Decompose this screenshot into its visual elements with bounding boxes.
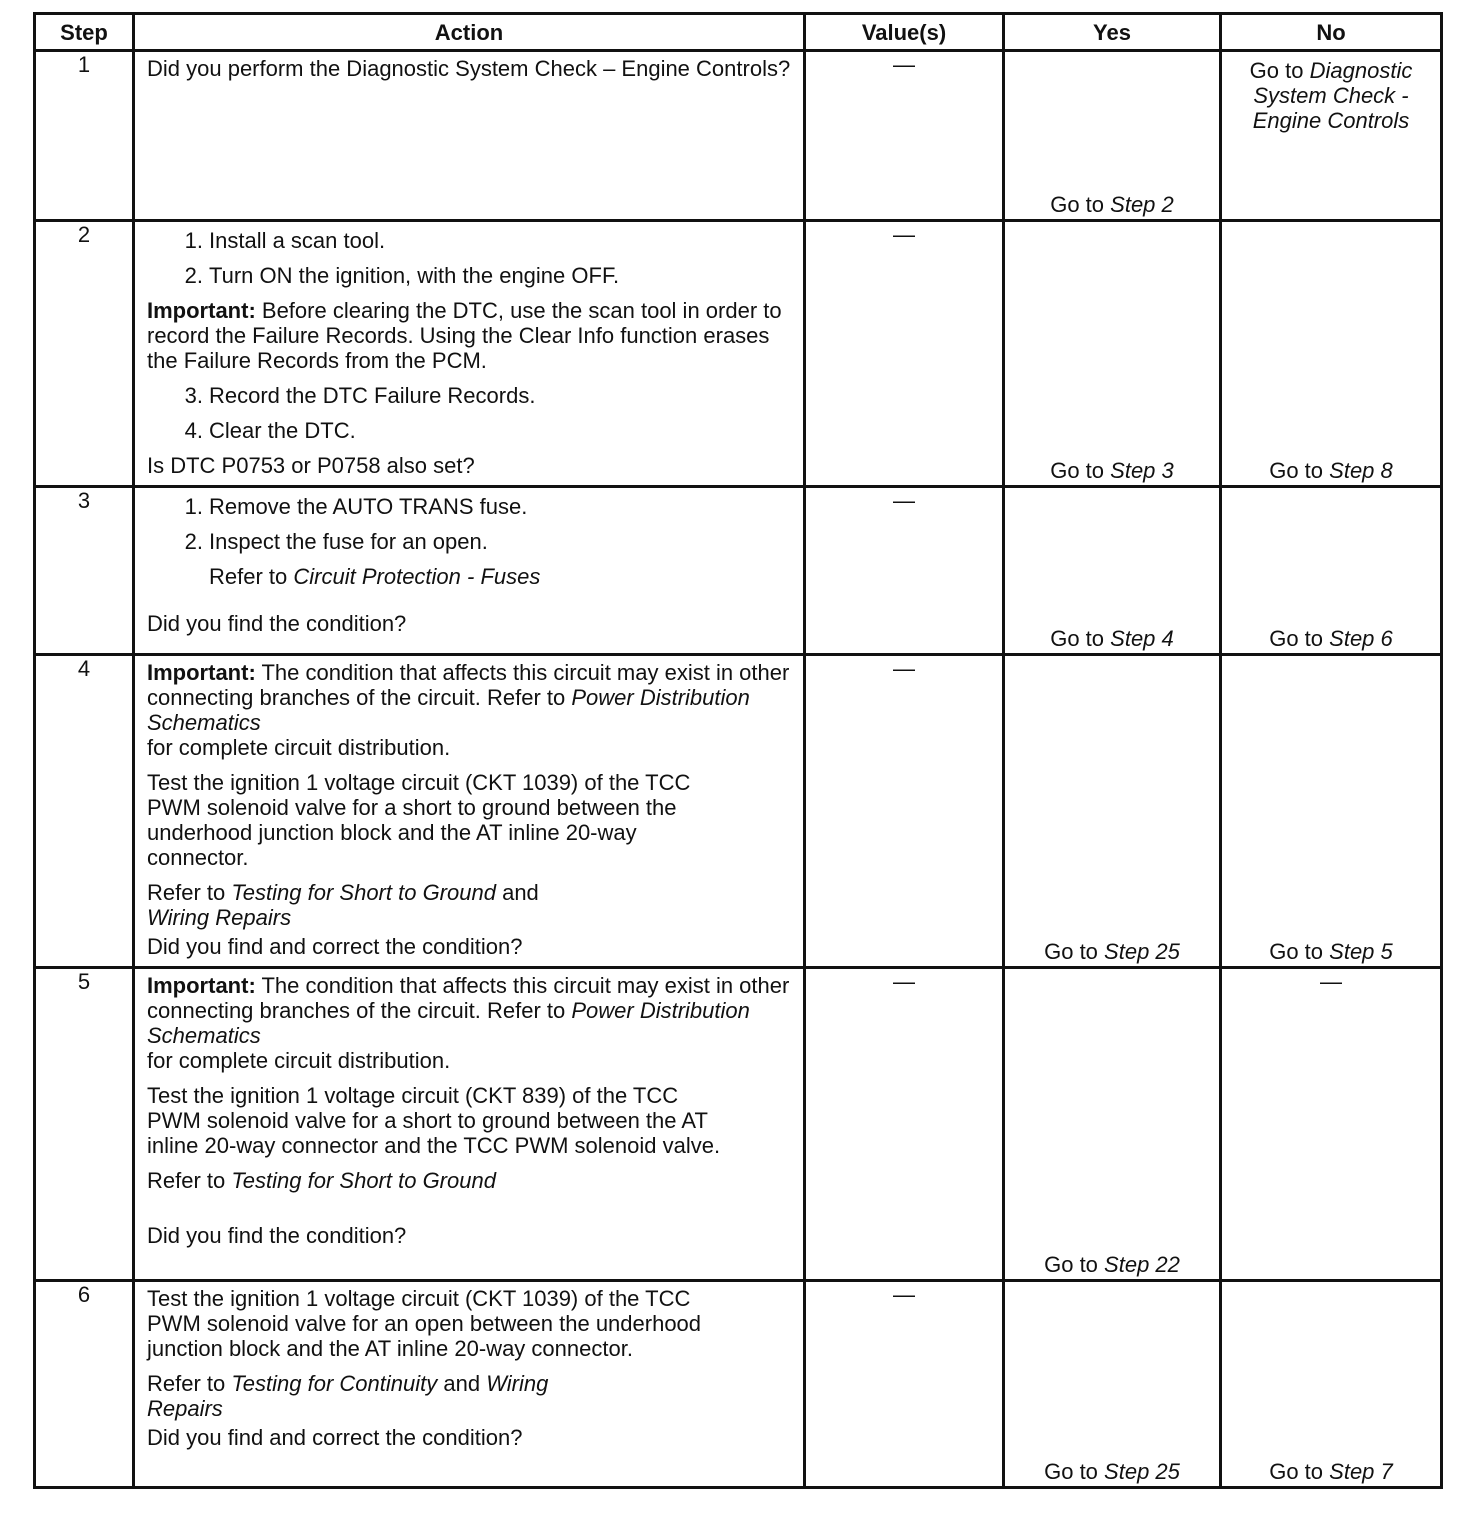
refer-link[interactable]: Wiring Repairs <box>147 1371 549 1421</box>
yes-prefix: Go to <box>1050 458 1105 483</box>
yes-link[interactable]: Step 3 <box>1110 458 1174 483</box>
action-question: Did you find the condition? <box>147 1223 407 1248</box>
action-question: Did you find and correct the condition? <box>147 1425 523 1450</box>
action-question: Did you find and correct the condition? <box>147 934 523 959</box>
no-prefix: Go to <box>1269 626 1324 651</box>
yes-cell <box>1004 221 1221 487</box>
value-cell: — <box>805 487 1004 655</box>
action-list-item: 1. Install a scan tool. <box>184 228 386 253</box>
no-link[interactable]: Step 8 <box>1329 458 1393 483</box>
value-cell: — <box>805 221 1004 487</box>
action-list-item: 1. Remove the AUTO TRANS fuse. <box>184 494 528 519</box>
refer-link[interactable]: Testing for Short to Ground <box>231 1168 496 1193</box>
action-cell <box>134 655 805 968</box>
step-number: 1 <box>35 51 134 221</box>
test-instruction: Test the ignition 1 voltage circuit (CKT 839) of the TCC PWM solenoid valve for a short to ground between the AT inline 20-way connector and the TCC PWM solenoid valve. <box>147 1083 721 1158</box>
table-row <box>35 221 1442 487</box>
refer-link[interactable]: Circuit Protection - Fuses <box>293 564 541 589</box>
step-number: 4 <box>35 655 134 968</box>
no-cell <box>1221 221 1442 487</box>
action-question: Is DTC P0753 or P0758 also set? <box>147 453 475 478</box>
test-instruction: Test the ignition 1 voltage circuit (CKT 1039) of the TCC PWM solenoid valve for an open between the underhood junction block and the AT inline 20-way connector. <box>147 1286 702 1361</box>
table-row <box>35 968 1442 1281</box>
refer-note: Refer to Testing for Short to Ground <box>147 1168 496 1193</box>
refer-link[interactable]: Testing for Short to Ground <box>231 880 496 905</box>
important-note: Important: The condition that affects this circuit may exist in other connecting branches of the circuit. Refer to Power Distribution Schematics for complete circuit distribution. <box>147 973 790 1073</box>
step-number: 2 <box>35 221 134 487</box>
step-number: 5 <box>35 968 134 1281</box>
yes-link[interactable]: Step 2 <box>1110 192 1174 217</box>
refer-note: Refer to Circuit Protection - Fuses <box>209 564 541 589</box>
table-row <box>35 487 1442 655</box>
value-cell: — <box>805 1281 1004 1488</box>
refer-note: Refer to Testing for Short to Ground and Wiring Repairs <box>147 880 539 930</box>
diagnostic-table <box>33 12 1443 1489</box>
no-cell: — <box>1221 968 1442 1281</box>
refer-link[interactable]: Wiring Repairs <box>147 905 292 930</box>
no-cell <box>1221 51 1442 221</box>
yes-cell <box>1004 968 1221 1281</box>
yes-link[interactable]: Step 25 <box>1104 939 1180 964</box>
yes-prefix: Go to <box>1044 939 1098 964</box>
action-list-item: 2. Inspect the fuse for an open. <box>184 529 488 554</box>
value-cell: — <box>805 655 1004 968</box>
action-cell <box>134 1281 805 1488</box>
action-list-item: 3. Record the DTC Failure Records. <box>184 383 536 408</box>
yes-prefix: Go to <box>1044 1459 1098 1484</box>
header-row <box>35 14 1442 51</box>
header-action: Action <box>134 14 805 51</box>
step-number: 6 <box>35 1281 134 1488</box>
yes-cell <box>1004 1281 1221 1488</box>
table-row <box>35 51 1442 221</box>
header-no: No <box>1221 14 1442 51</box>
important-note: Important: Before clearing the DTC, use the scan tool in order to record the Failure Records. Using the Clear Info function erases the Failure Records from the PCM. <box>147 298 782 373</box>
yes-cell <box>1004 487 1221 655</box>
no-cell <box>1221 1281 1442 1488</box>
important-note: Important: The condition that affects this circuit may exist in other connecting branches of the circuit. Refer to Power Distribution Schematics for complete circuit distribution. <box>147 660 790 760</box>
action-question: Did you perform the Diagnostic System Check – Engine Controls? <box>147 56 791 81</box>
schematics-link[interactable]: Power Distribution Schematics <box>147 998 750 1048</box>
table-row <box>35 1281 1442 1488</box>
value-cell: — <box>805 968 1004 1281</box>
no-link[interactable]: Step 5 <box>1329 939 1393 964</box>
yes-link[interactable]: Step 25 <box>1104 1459 1180 1484</box>
test-instruction: Test the ignition 1 voltage circuit (CKT 1039) of the TCC PWM solenoid valve for a short to ground between the underhood junction block and the AT inline 20-way connector. <box>147 770 691 870</box>
no-link[interactable]: Step 6 <box>1329 626 1393 651</box>
action-cell <box>134 51 805 221</box>
yes-link[interactable]: Step 22 <box>1104 1252 1180 1277</box>
action-cell <box>134 968 805 1281</box>
header-yes: Yes <box>1004 14 1221 51</box>
refer-note: Refer to Testing for Continuity and Wiring Repairs <box>147 1371 549 1421</box>
no-cell <box>1221 655 1442 968</box>
step-number: 3 <box>35 487 134 655</box>
no-link[interactable]: Step 7 <box>1329 1459 1393 1484</box>
yes-cell <box>1004 51 1221 221</box>
yes-link[interactable]: Step 4 <box>1110 626 1174 651</box>
no-cell <box>1221 487 1442 655</box>
action-cell <box>134 221 805 487</box>
no-link[interactable]: Diagnostic System Check - Engine Controls <box>1252 58 1413 133</box>
schematics-link[interactable]: Power Distribution Schematics <box>147 685 750 735</box>
yes-prefix: Go to <box>1044 1252 1098 1277</box>
action-cell <box>134 487 805 655</box>
no-prefix: Go to <box>1249 58 1304 83</box>
table-row <box>35 655 1442 968</box>
refer-link[interactable]: Testing for Continuity <box>231 1371 438 1396</box>
no-prefix: Go to <box>1269 458 1324 483</box>
no-prefix: Go to <box>1269 939 1324 964</box>
header-values: Value(s) <box>805 14 1004 51</box>
action-question: Did you find the condition? <box>147 611 407 636</box>
yes-prefix: Go to <box>1050 626 1105 651</box>
yes-prefix: Go to <box>1050 192 1105 217</box>
yes-cell <box>1004 655 1221 968</box>
action-list-item: 4. Clear the DTC. <box>184 418 356 443</box>
value-cell: — <box>805 51 1004 221</box>
action-list-item: 2. Turn ON the ignition, with the engine OFF. <box>184 263 620 288</box>
no-prefix: Go to <box>1269 1459 1324 1484</box>
header-step: Step <box>35 14 134 51</box>
